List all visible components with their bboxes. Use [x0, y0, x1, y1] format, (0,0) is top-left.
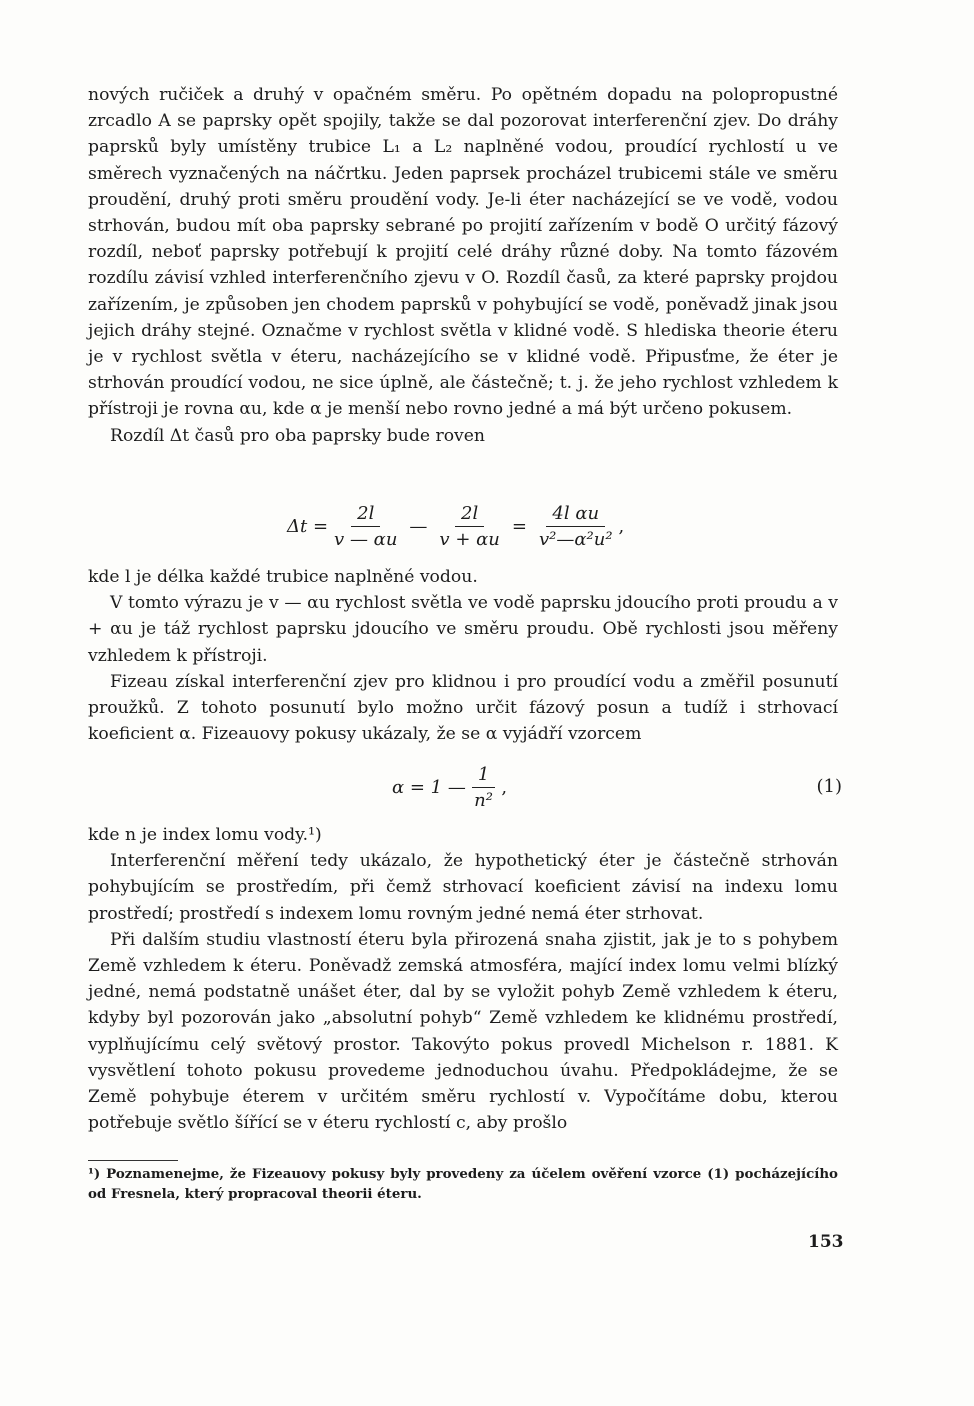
equation-drag-coefficient: [0, 760, 974, 814]
footnote: ¹) Poznamenejme, že Fizeauovy pokusy byly provedeny za účelem ověření vzorce (1) pocházejícího od Fresnela, který propracoval theorii éteru.: [88, 1166, 838, 1202]
eq1-f3-denominator: v²—α²u²: [538, 528, 613, 550]
footnote-divider: [88, 1160, 178, 1161]
text-block-top: [88, 82, 838, 449]
eq1-f2-numerator: 2l: [455, 503, 484, 527]
equation-number: (1): [816, 776, 842, 797]
paragraph: Při dalším studiu vlastností éteru byla přirozená snaha zjistit, jak je to s pohybem Země vzhledem k éteru. Poněvadž zemská atmosféra, mající index lomu velmi blízký jedné, nemá podstatně unášet éter, dal by se vyložit pohyb Země vzhledem k éteru, kdyby byl pozorován jako „absolutní pohyb“ Země vzhledem ke klidnému prostředí, vyplňujícímu celý světový prostor. Takovýto pokus provedl Michelson r. 1881. K vysvětlení tohoto pokusu provedeme jednoduchou úvahu. Předpokládejme, že se Země pohybuje éterem v určitém směru rychlostí v. Vypočítáme dobu, kterou potřebuje světlo šířící se v éteru rychlostí c, aby prošlo: [88, 929, 838, 1134]
paragraph: V tomto výrazu je v — αu rychlost světla ve vodě paprsku jdoucího proti proudu a v + αu je táž rychlost paprsku jdoucího ve směru proudu. Obě rychlosti jsou měřeny vzhledem k přístroji.: [88, 593, 838, 666]
eq2-fraction: [472, 764, 495, 811]
eq1-f2-denominator: v + αu: [439, 528, 500, 550]
page-number: 153: [808, 1232, 844, 1252]
eq1-fraction-2: [439, 503, 499, 550]
eq2-lhs: α = 1 —: [392, 776, 466, 798]
text-block-middle: [88, 564, 838, 747]
eq1-f3-numerator: 4l αu: [546, 503, 605, 527]
eq1-fraction-1: [334, 503, 397, 550]
text-block-bottom: [88, 822, 838, 1136]
paragraph-delta-intro: Rozdíl Δt časů pro oba paprsky bude roven: [110, 425, 486, 446]
eq1-f1-denominator: v — αu: [334, 528, 398, 550]
paragraph: Interferenční měření tedy ukázalo, že hypothetický éter je částečně strhován pohybujícím se prostředím, při čemž strhovací koeficient závisí na indexu lomu prostředí; prostředí s indexem lomu rovným jedné nemá éter strhovat.: [88, 851, 838, 924]
paragraph: Fizeau získal interferenční zjev pro klidnou i pro proudící vodu a změřil posunutí proužků. Z tohoto posunutí bylo možno určit fázový posun a tudíž i strhovací koeficient α. Fizeauovy pokusy ukázaly, že se α vyjádří vzorcem: [88, 671, 838, 745]
paragraph: kde l je délka každé trubice naplněné vodou.: [88, 567, 478, 587]
eq1-minus: —: [409, 515, 428, 537]
eq1-lhs: Δt =: [287, 515, 329, 537]
eq1-f1-numerator: 2l: [351, 503, 380, 527]
eq1-equals: =: [511, 515, 527, 537]
paragraph: kde n je index lomu vody.¹): [88, 825, 322, 845]
eq2-comma: ,: [501, 776, 508, 798]
paragraph: nových ručiček a druhý v opačném směru. Po opětném dopadu na polopropustné zrcadlo A se paprsky opět spojily, takže se dal pozorovat interferenční zjev. Do dráhy paprsků byly umístěny trubice L₁ a L₂ naplněné vodou, proudící rychlostí u ve směrech vyznačených na náčrtku. Jeden paprsek procházel trubicemi stále ve směru proudění, druhý proti směru proudění vody. Je-li éter nacházející se ve vodě, vodou strhován, budou mít oba paprsky sebrané po projití zařízením v bodě O určitý fázový rozdíl, neboť paprsky potřebují k projití celé dráhy různé doby. Na tomto fázovém rozdílu závisí vzhled interferenčního zjevu v O. Rozdíl časů, za které paprsky projdou zařízením, je způsoben jen chodem paprsků v pohybující se vodě, poněvadž jinak jsou jejich dráhy stejné. Označme v rychlost světla v klidné vodě. S hlediska theorie éteru je v rychlost světla v éteru, nacházejícího se v klidné vodě. Připusťme, že éter je strhován proudící vodou, ne sice úplně, ale částečně; t. j. že jeho rychlost vzhledem k přístroji je rovna αu, kde α je menší nebo rovno jedné a má být určeno pokusem.: [88, 85, 838, 420]
eq1-fraction-3: [539, 503, 613, 550]
eq1-comma: ,: [618, 515, 625, 537]
eq2-numerator: 1: [472, 764, 495, 788]
eq2-denominator: n²: [474, 789, 493, 811]
